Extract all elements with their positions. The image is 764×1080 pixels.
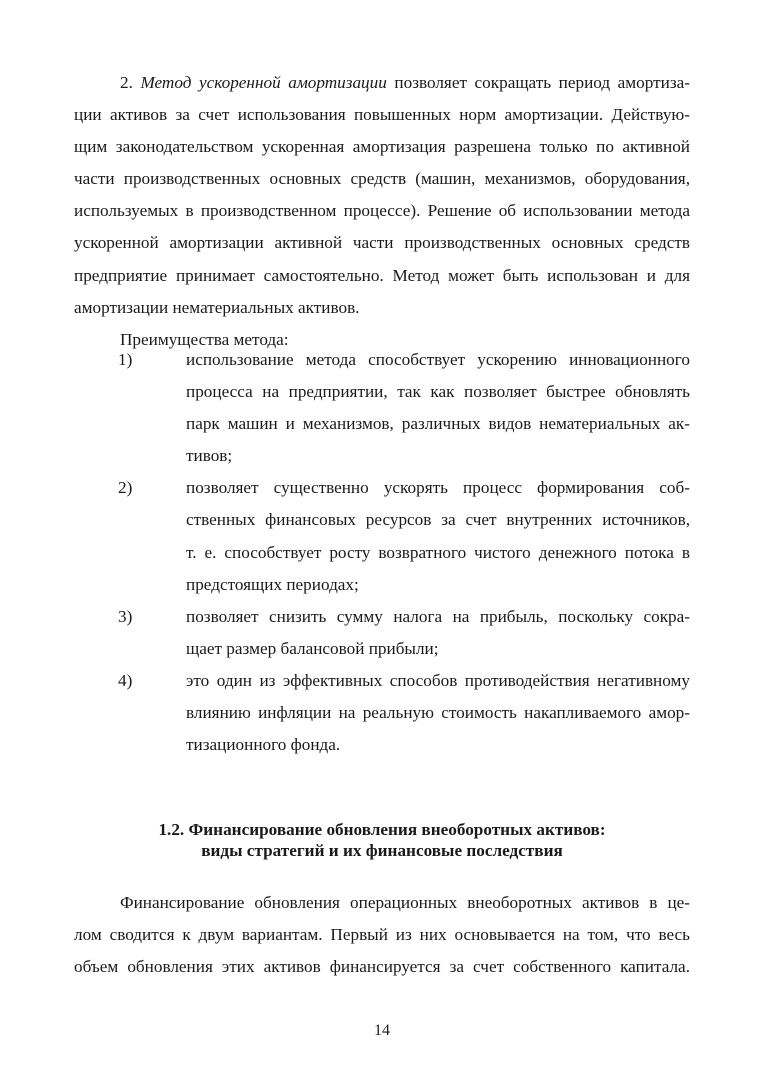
paragraph-line: ции активов за счет использования повышенных норм амортизации. Действую- [74, 105, 690, 125]
paragraph-line: объем обновления этих активов финансируется за счет собственного капитала. [74, 957, 690, 977]
list-item-number: 3) [118, 606, 133, 626]
list-item-line: позволяет существенно ускорять процесс формирования соб- [186, 478, 690, 498]
paragraph-line: ускоренной амортизации активной части производственных основных средств [74, 233, 690, 253]
list-item-line: тизационного фонда. [186, 735, 341, 755]
paragraph-line: амортизации нематериальных активов. [74, 297, 360, 317]
list-item-line: т. е. способствует росту возвратного чистого денежного потока в [186, 542, 690, 562]
paragraph-line: щим законодательством ускоренная амортизация разрешена только по активной [74, 137, 690, 157]
paragraph-line: используемых в производственном процессе). Решение об использовании метода [74, 201, 690, 221]
list-item-line: ственных финансовых ресурсов за счет внутренних источников, [186, 510, 690, 530]
list-item-line: парк машин и механизмов, различных видов нематериальных ак- [186, 414, 690, 434]
paragraph-accelerated-depreciation [74, 67, 690, 356]
paragraph-line: предприятие принимает самостоятельно. Метод может быть использован и для [74, 265, 690, 285]
section-heading-line: виды стратегий и их финансовые последствия [201, 841, 563, 860]
italic-term: Метод ускоренной амортизации [140, 73, 387, 92]
line-text: позволяет сокращать период амортиза- [386, 73, 690, 92]
advantages-label: Преимущества метода: [120, 329, 289, 349]
paragraph-line: части производственных основных средств (машин, механизмов, оборудования, [74, 169, 690, 189]
item-number: 2. [120, 73, 141, 92]
section-heading-line: 1.2. Финансирование обновления внеоборотных активов: [158, 820, 606, 839]
list-item-line: это один из эффективных способов противодействия негативному [186, 670, 690, 690]
paragraph-line: лом сводится к двум вариантам. Первый из них основывается на том, что весь [74, 925, 690, 945]
section-heading [74, 819, 690, 861]
list-item-line: процесса на предприятии, так как позволяет быстрее обновлять [186, 382, 690, 402]
page-number: 14 [374, 1022, 390, 1039]
list-item [74, 665, 690, 761]
list-item-line: щает размер балансовой прибыли; [186, 638, 439, 658]
list-item-line: тивов; [186, 446, 233, 466]
list-item-line: предстоящих периодах; [186, 574, 359, 594]
list-item-line: позволяет снизить сумму налога на прибыль, поскольку сокра- [186, 606, 690, 626]
list-item [74, 601, 690, 665]
list-item-number: 2) [118, 478, 133, 498]
list-item-line: использование метода способствует ускорению инновационного [186, 350, 690, 369]
list-item-line: влиянию инфляции на реальную стоимость накапливаемого амор- [186, 703, 690, 723]
list-item [74, 344, 690, 472]
list-item [74, 472, 690, 600]
paragraph-financing [74, 887, 690, 983]
advantages-list [74, 344, 690, 761]
paragraph-line: Финансирование обновления операционных внеоборотных активов в це- [120, 893, 690, 912]
paragraph-line [74, 67, 690, 99]
list-item-number: 1) [118, 350, 133, 369]
list-item-number: 4) [118, 670, 133, 690]
